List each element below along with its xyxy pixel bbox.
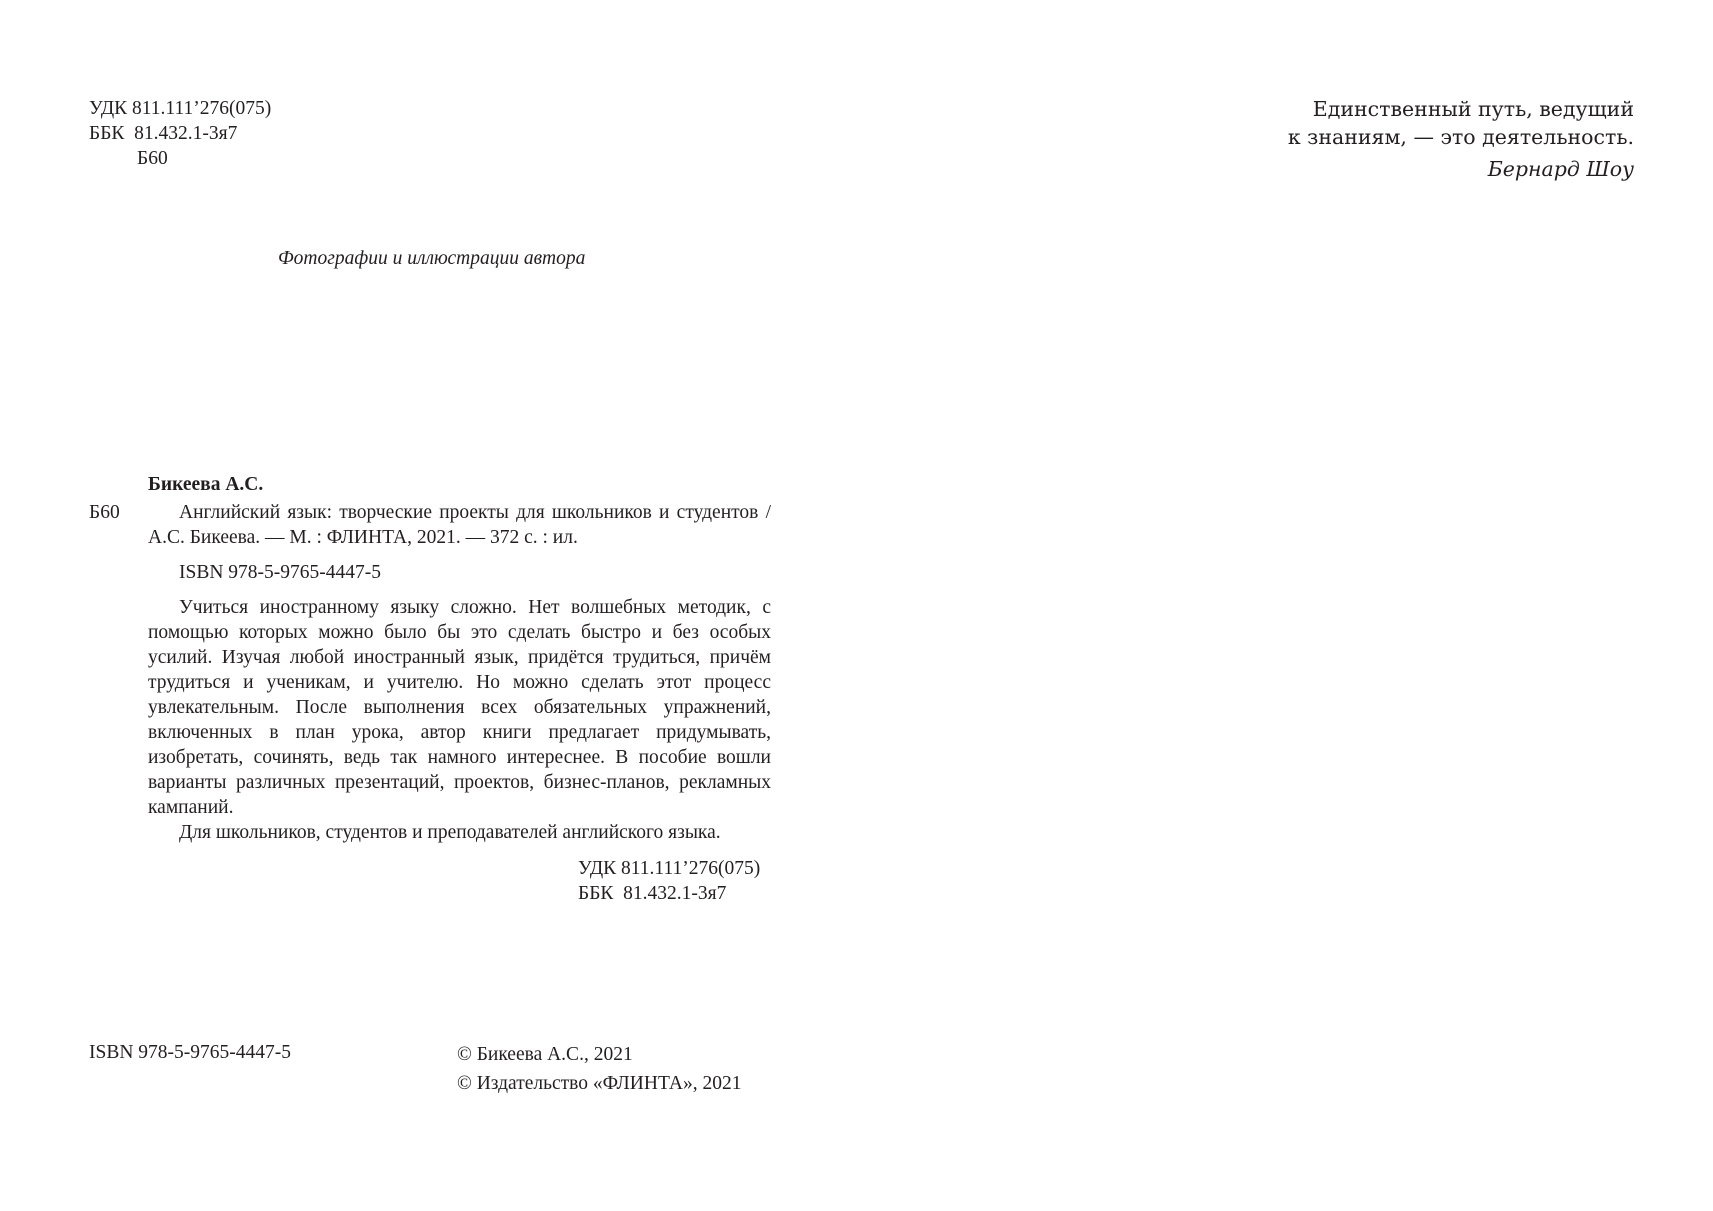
classification-codes-top	[89, 96, 271, 171]
epigraph-line-1: Единственный путь, ведущий	[1312, 97, 1634, 121]
photo-credit: Фотографии и иллюстрации автора	[278, 248, 586, 269]
audience-paragraph: Для школьников, студентов и преподавателей английского языка.	[179, 822, 721, 843]
card-bbk-code: ББК 81.432.1-3я7	[578, 883, 727, 904]
card-author: Бикеева А.С.	[148, 474, 264, 495]
epigraph-author: Бернард Шоу	[1487, 157, 1634, 181]
epigraph-line-2: к знаниям, — это деятельность.	[1287, 125, 1634, 149]
epigraph	[1288, 95, 1634, 183]
card-udk-code: УДК 811.111’276(075)	[578, 858, 761, 879]
isbn-bottom: ISBN 978-5-9765-4447-5	[89, 1042, 292, 1063]
copyright-publisher: © Издательство «ФЛИНТА», 2021	[457, 1073, 742, 1094]
abstract-paragraph: Учиться иностранному языку сложно. Нет волшебных методик, с помощью которых можно было бы это сделать быстро и без особых усилий. Изучая любой иностранный язык, придётся трудиться, причём трудиться и ученикам, и учителю. Но можно сделать этот процесс увлекательным. После выполнения всех обязательных упражнений, включенных в план урока, автор книги предлагает придумывать, изобретать, сочинять, ведь так намного интереснее. В пособие вошли варианты различных презентаций, проектов, бизнес-планов, рекламных кампаний.	[148, 597, 771, 818]
bbk-code: ББК 81.432.1-3я7	[89, 123, 238, 144]
copyright-block	[457, 1040, 741, 1098]
card-bibliographic-title: Английский язык: творческие проекты для школьников и студентов / А.С. Бикеева. — М. : ФЛИНТА, 2021. — 372 с. : ил.	[148, 502, 771, 548]
udk-code: УДК 811.111’276(075)	[89, 98, 272, 119]
card-classification-codes	[578, 856, 760, 906]
copyright-author: © Бикеева А.С., 2021	[457, 1044, 633, 1065]
card-isbn: ISBN 978-5-9765-4447-5	[179, 562, 382, 583]
author-mark: Б60	[137, 148, 168, 169]
card-abstract	[148, 595, 771, 845]
card-author-mark: Б60	[89, 502, 120, 523]
